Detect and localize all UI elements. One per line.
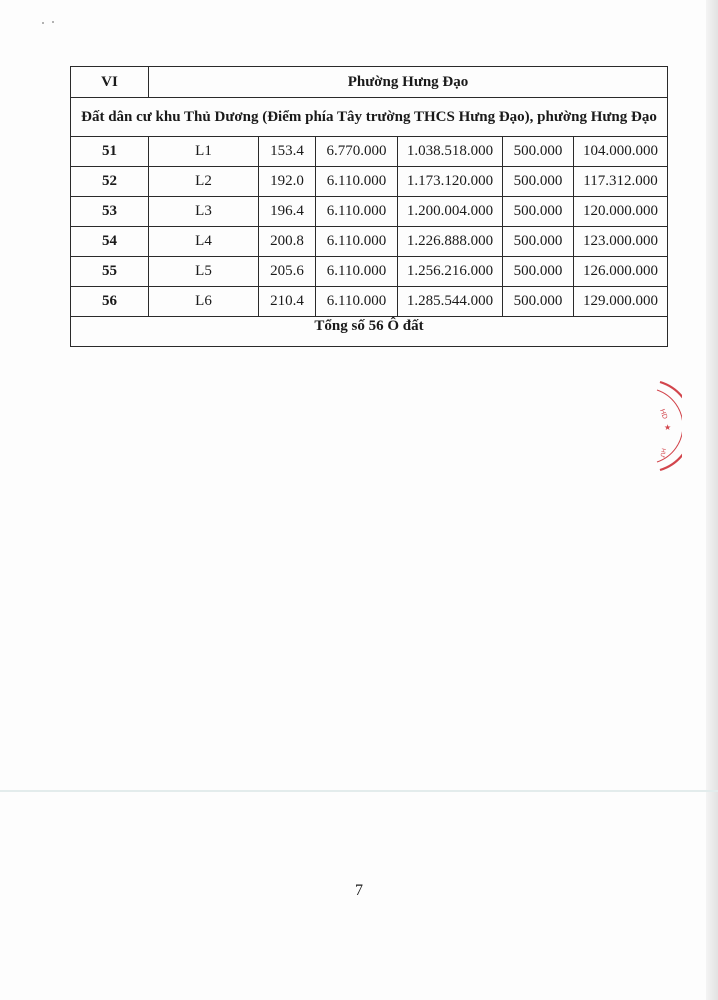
row-deposit-fee: 500.000 — [503, 227, 574, 257]
row-deposit-fee: 500.000 — [503, 287, 574, 317]
row-stt: 56 — [71, 287, 149, 317]
scan-fold-line — [0, 790, 718, 792]
row-deposit: 126.000.000 — [574, 257, 668, 287]
section-title: Phường Hưng Đạo — [149, 67, 668, 98]
row-area: 153.4 — [259, 137, 316, 167]
subsection-title: Đất dân cư khu Thủ Dương (Điểm phía Tây trường THCS Hưng Đạo), phường Hưng Đạo — [71, 98, 668, 137]
subsection-row — [71, 98, 668, 137]
table-row — [71, 137, 668, 167]
table-row — [71, 257, 668, 287]
page-edge-shadow — [706, 0, 718, 1000]
row-deposit-fee: 500.000 — [503, 137, 574, 167]
row-area: 192.0 — [259, 167, 316, 197]
row-stt: 52 — [71, 167, 149, 197]
row-unit-price: 6.110.000 — [316, 287, 398, 317]
row-lot: L1 — [149, 137, 259, 167]
row-deposit: 129.000.000 — [574, 287, 668, 317]
row-deposit-fee: 500.000 — [503, 197, 574, 227]
row-total: 1.038.518.000 — [398, 137, 503, 167]
row-total: 1.173.120.000 — [398, 167, 503, 197]
row-deposit-fee: 500.000 — [503, 257, 574, 287]
row-total: 1.285.544.000 — [398, 287, 503, 317]
section-header-row — [71, 67, 668, 98]
row-lot: L3 — [149, 197, 259, 227]
row-deposit: 120.000.000 — [574, 197, 668, 227]
row-total: 1.226.888.000 — [398, 227, 503, 257]
total-label: Tổng số 56 Ô đất — [71, 317, 668, 347]
total-row — [71, 317, 668, 347]
table-row — [71, 287, 668, 317]
table-row — [71, 227, 668, 257]
row-lot: L2 — [149, 167, 259, 197]
table-row — [71, 167, 668, 197]
row-area: 210.4 — [259, 287, 316, 317]
row-stt: 54 — [71, 227, 149, 257]
row-area: 200.8 — [259, 227, 316, 257]
row-area: 196.4 — [259, 197, 316, 227]
row-total: 1.256.216.000 — [398, 257, 503, 287]
row-deposit-fee: 500.000 — [503, 167, 574, 197]
row-unit-price: 6.770.000 — [316, 137, 398, 167]
row-total: 1.200.004.000 — [398, 197, 503, 227]
row-unit-price: 6.110.000 — [316, 227, 398, 257]
row-lot: L6 — [149, 287, 259, 317]
red-seal-stamp — [654, 380, 682, 472]
row-deposit: 117.312.000 — [574, 167, 668, 197]
row-unit-price: 6.110.000 — [316, 257, 398, 287]
section-number: VI — [71, 67, 149, 98]
land-lot-table — [70, 66, 668, 347]
seal-star: ★ — [664, 423, 672, 432]
row-stt: 55 — [71, 257, 149, 287]
scan-speck — [42, 22, 44, 24]
row-lot: L5 — [149, 257, 259, 287]
seal-text-2: HƯ — [658, 447, 666, 459]
row-deposit: 104.000.000 — [574, 137, 668, 167]
scan-speck — [52, 21, 54, 23]
page-number: 7 — [355, 882, 363, 899]
table-row — [71, 197, 668, 227]
row-unit-price: 6.110.000 — [316, 167, 398, 197]
seal-text-1: HD — [658, 408, 669, 421]
row-stt: 51 — [71, 137, 149, 167]
row-deposit: 123.000.000 — [574, 227, 668, 257]
row-stt: 53 — [71, 197, 149, 227]
row-unit-price: 6.110.000 — [316, 197, 398, 227]
row-area: 205.6 — [259, 257, 316, 287]
row-lot: L4 — [149, 227, 259, 257]
